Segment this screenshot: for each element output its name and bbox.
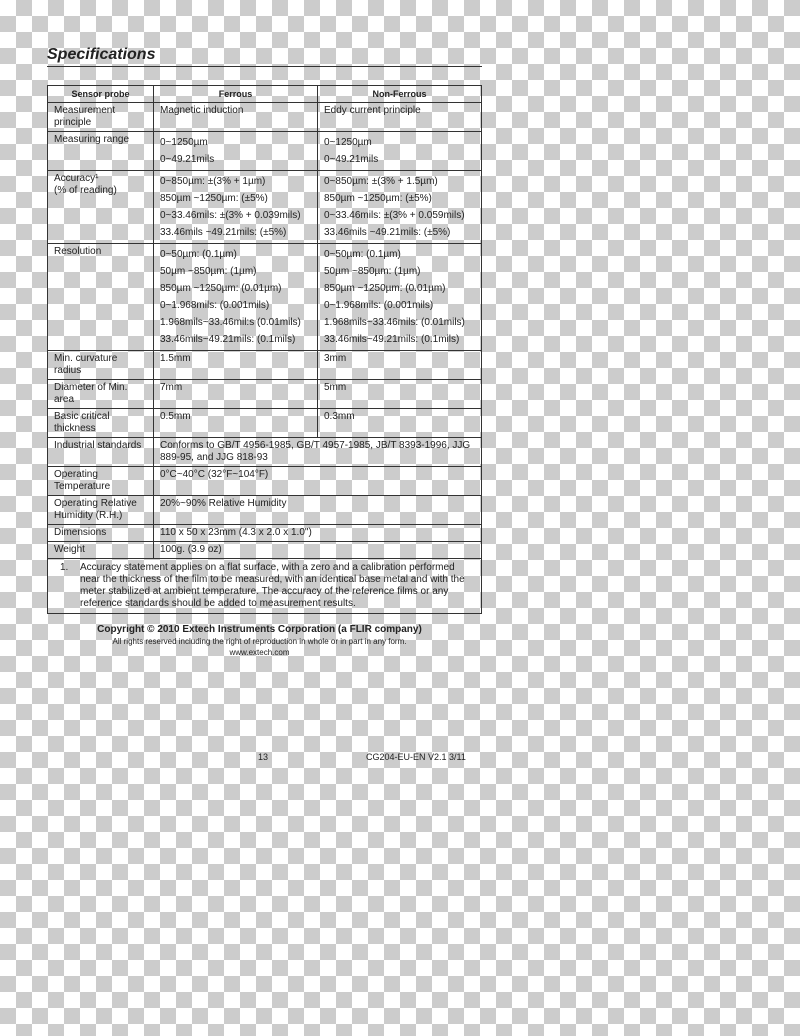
row-label-cell bbox=[48, 103, 154, 132]
table-row bbox=[48, 496, 482, 525]
row-label: Dimensions bbox=[54, 527, 107, 538]
non-ferrous-value-cell bbox=[318, 103, 482, 132]
row-value-cell: 20%~90% Relative Humidity bbox=[154, 496, 482, 525]
table-row bbox=[48, 132, 482, 171]
value-line: 0~50µm: (0.1µm) bbox=[324, 249, 401, 260]
value-line: Eddy current principle bbox=[324, 105, 421, 116]
value-line: 33.46mils~49.21mils: (0.1mils) bbox=[160, 334, 296, 345]
row-label-cell bbox=[48, 132, 154, 171]
table-row bbox=[48, 380, 482, 409]
copyright-block bbox=[47, 624, 472, 658]
row-label: Industrial standards bbox=[54, 440, 142, 451]
value-line: 0~50µm: (0.1µm) bbox=[160, 249, 237, 260]
value-line: 3mm bbox=[324, 353, 347, 364]
value-line: 50µm ~850µm: (1µm) bbox=[160, 266, 257, 277]
value-line: 850µm ~1250µm: (±5%) bbox=[324, 193, 432, 204]
value-line: 50µm ~850µm: (1µm) bbox=[324, 266, 421, 277]
non-ferrous-value-cell bbox=[318, 409, 482, 438]
value-line: 0~1250µm bbox=[324, 137, 372, 148]
non-ferrous-value-cell bbox=[318, 351, 482, 380]
page-title: Specifications bbox=[47, 46, 156, 63]
value-line: 0~33.46mils: ±(3% + 0.059mils) bbox=[324, 210, 465, 221]
footnote-number: 1. bbox=[60, 562, 69, 573]
value-line: 0.3mm bbox=[324, 411, 355, 422]
row-label-cell bbox=[48, 496, 154, 525]
header-ferrous: Ferrous bbox=[154, 86, 318, 103]
value-line: 0~49.21mils bbox=[160, 154, 215, 165]
row-label: Operating Temperature bbox=[54, 469, 111, 492]
value-line: 1.968mils~33.46mil:s (0.01mils) bbox=[160, 317, 301, 328]
row-label-cell bbox=[48, 351, 154, 380]
value-line: 0~49.21mils bbox=[324, 154, 379, 165]
copyright-line: Copyright © 2010 Extech Instruments Corporation (a FLIR company) bbox=[97, 624, 422, 635]
page-number: 13 bbox=[258, 752, 269, 762]
title-underline bbox=[47, 66, 482, 67]
table-row bbox=[48, 171, 482, 244]
ferrous-value-cell bbox=[154, 409, 318, 438]
row-label: Accuracy¹ bbox=[54, 173, 99, 184]
header-non-ferrous: Non-Ferrous bbox=[318, 86, 482, 103]
ferrous-value-cell bbox=[154, 351, 318, 380]
table-row bbox=[48, 542, 482, 559]
row-label: Operating Relative Humidity (R.H.) bbox=[54, 498, 137, 521]
value-line: 0~1.968mils: (0.001mils) bbox=[324, 300, 434, 311]
row-value-cell: 110 x 50 x 23mm (4.3 x 2.0 x 1.0") bbox=[154, 525, 482, 542]
row-label: Measuring range bbox=[54, 134, 130, 145]
value-line: 1.5mm bbox=[160, 353, 191, 364]
row-label: Resolution bbox=[54, 246, 102, 257]
non-ferrous-value-cell bbox=[318, 132, 482, 171]
row-label-cell bbox=[48, 438, 154, 467]
non-ferrous-value-cell bbox=[318, 244, 482, 351]
rights-reserved-line: All rights reserved including the right of reproduction in whole or in part in any form. bbox=[112, 637, 407, 646]
row-label-sub: (% of reading) bbox=[54, 185, 117, 196]
table-row bbox=[48, 103, 482, 132]
row-label-cell bbox=[48, 244, 154, 351]
non-ferrous-value-cell bbox=[318, 171, 482, 244]
value-line: 33.46mils~49.21mils: (0.1mils) bbox=[324, 334, 460, 345]
value-line: Magnetic induction bbox=[160, 105, 244, 116]
table-row bbox=[48, 351, 482, 380]
header-sensor-probe: Sensor probe bbox=[48, 86, 154, 103]
value-line: 850µm ~1250µm: (0.01µm) bbox=[324, 283, 446, 294]
non-ferrous-value-cell bbox=[318, 380, 482, 409]
row-label-cell bbox=[48, 467, 154, 496]
row-label: Weight bbox=[54, 544, 85, 555]
table-row bbox=[48, 525, 482, 542]
value-line: 850µm ~1250µm: (0.01µm) bbox=[160, 283, 282, 294]
document-code: CG204-EU-EN V2.1 3/11 bbox=[366, 752, 466, 762]
table-row bbox=[48, 438, 482, 467]
row-label: Min. curvature radius bbox=[54, 353, 118, 376]
value-line: 33.46mils ~49.21mils: (±5%) bbox=[324, 227, 451, 238]
value-line: 33.46mils ~49.21mils: (±5%) bbox=[160, 227, 287, 238]
row-value-cell: Conforms to GB/T 4956-1985, GB/T 4957-1985, JB/T 8393-1996, JJG 889-95, and JJG 818-93 bbox=[154, 438, 482, 467]
row-value-cell: 0°C~40°C (32°F~104°F) bbox=[154, 467, 482, 496]
value-line: 0~33.46mils: ±(3% + 0.039mils) bbox=[160, 210, 301, 221]
footnote-row bbox=[48, 559, 482, 614]
footnote-text: Accuracy statement applies on a flat surface, with a zero and a calibration performed near the thickness of the film to be measured, with an identical base metal and with the meter stabilized at ambient temperature. The accuracy of the reference films or any reference standards should be added to measurement results. bbox=[80, 562, 465, 609]
row-label-cell bbox=[48, 542, 154, 559]
row-label-cell bbox=[48, 380, 154, 409]
ferrous-value-cell bbox=[154, 132, 318, 171]
ferrous-value-cell bbox=[154, 380, 318, 409]
table-row bbox=[48, 467, 482, 496]
ferrous-value-cell bbox=[154, 171, 318, 244]
value-line: 0~1250µm bbox=[160, 137, 208, 148]
row-label: Diameter of Min. area bbox=[54, 382, 128, 405]
value-line: 0~850µm: ±(3% + 1.5µm) bbox=[324, 176, 438, 187]
value-line: 1.968mils~33.46mils: (0.01mils) bbox=[324, 317, 465, 328]
row-label-cell bbox=[48, 525, 154, 542]
row-label-cell bbox=[48, 171, 154, 244]
row-label: Basic critical thickness bbox=[54, 411, 110, 434]
table-header-row bbox=[48, 86, 482, 103]
value-line: 0~850µm: ±(3% + 1µm) bbox=[160, 176, 266, 187]
row-label-cell bbox=[48, 409, 154, 438]
value-line: 7mm bbox=[160, 382, 183, 393]
specifications-table bbox=[47, 85, 482, 614]
value-line: 5mm bbox=[324, 382, 347, 393]
table-row bbox=[48, 244, 482, 351]
row-label: Measurement principle bbox=[54, 105, 116, 128]
ferrous-value-cell bbox=[154, 244, 318, 351]
table-row bbox=[48, 409, 482, 438]
value-line: 850µm ~1250µm: (±5%) bbox=[160, 193, 268, 204]
ferrous-value-cell bbox=[154, 103, 318, 132]
website-line: www.extech.com bbox=[229, 648, 290, 657]
value-line: 0~1.968mils: (0.001mils) bbox=[160, 300, 270, 311]
row-value-cell: 100g. (3.9 oz) bbox=[154, 542, 482, 559]
footnote-cell bbox=[48, 559, 482, 614]
value-line: 0.5mm bbox=[160, 411, 191, 422]
